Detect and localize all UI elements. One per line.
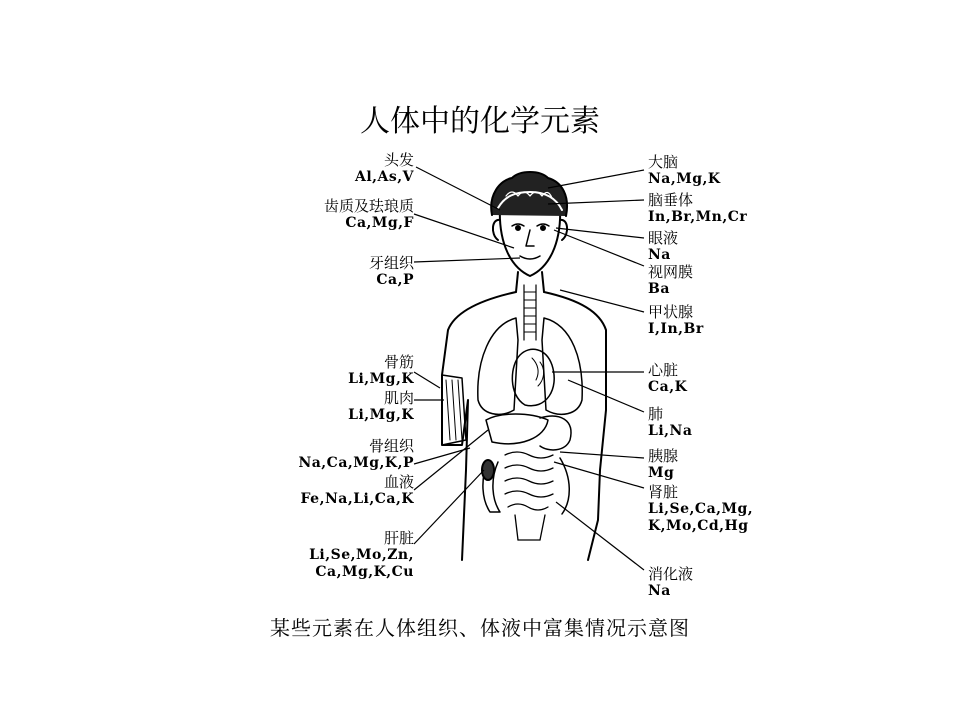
stomach <box>540 416 571 450</box>
label-digestive-fluid: 消化液 Na <box>648 565 694 599</box>
label-retina: 视网膜 Ba <box>648 263 694 297</box>
label-pituitary: 脑垂体 In,Br,Mn,Cr <box>648 191 748 225</box>
label-dentin-enamel: 齿质及珐琅质 Ca,Mg,F <box>323 197 414 231</box>
liver <box>486 414 548 444</box>
diagram-title: 人体中的化学元素 <box>360 104 600 139</box>
heart <box>512 349 554 405</box>
diagram-caption: 某些元素在人体组织、体液中富集情况示意图 <box>270 616 690 640</box>
right-lung <box>542 318 582 414</box>
label-heart: 心脏 Ca,K <box>648 361 688 395</box>
label-tendon: 骨筋 Li,Mg,K <box>348 353 414 387</box>
label-pancreas: 胰腺 Mg <box>648 447 679 481</box>
small-intestine <box>505 452 553 510</box>
label-lung: 肺 Li,Na <box>648 405 693 439</box>
label-liver: 肝脏 Li,Se,Mo,Zn, Ca,Mg,K,Cu <box>309 529 414 580</box>
hair <box>491 172 567 216</box>
label-brain: 大脑 Na,Mg,K <box>648 153 721 187</box>
label-thyroid: 甲状腺 I,In,Br <box>648 303 704 337</box>
torso-outline <box>442 292 516 560</box>
label-kidney: 肾脏 Li,Se,Ca,Mg, K,Mo,Cd,Hg <box>648 483 754 534</box>
label-eye-fluid: 眼液 Na <box>648 229 679 263</box>
left-lung <box>478 318 518 414</box>
label-hair: 头发 Al,As,V <box>354 151 414 185</box>
label-blood: 血液 Fe,Na,Li,Ca,K <box>300 473 414 507</box>
label-tooth-tissue: 牙组织 Ca,P <box>368 254 414 288</box>
label-bone-tissue: 骨组织 Na,Ca,Mg,K,P <box>298 437 414 471</box>
label-muscle: 肌肉 Li,Mg,K <box>348 389 414 423</box>
